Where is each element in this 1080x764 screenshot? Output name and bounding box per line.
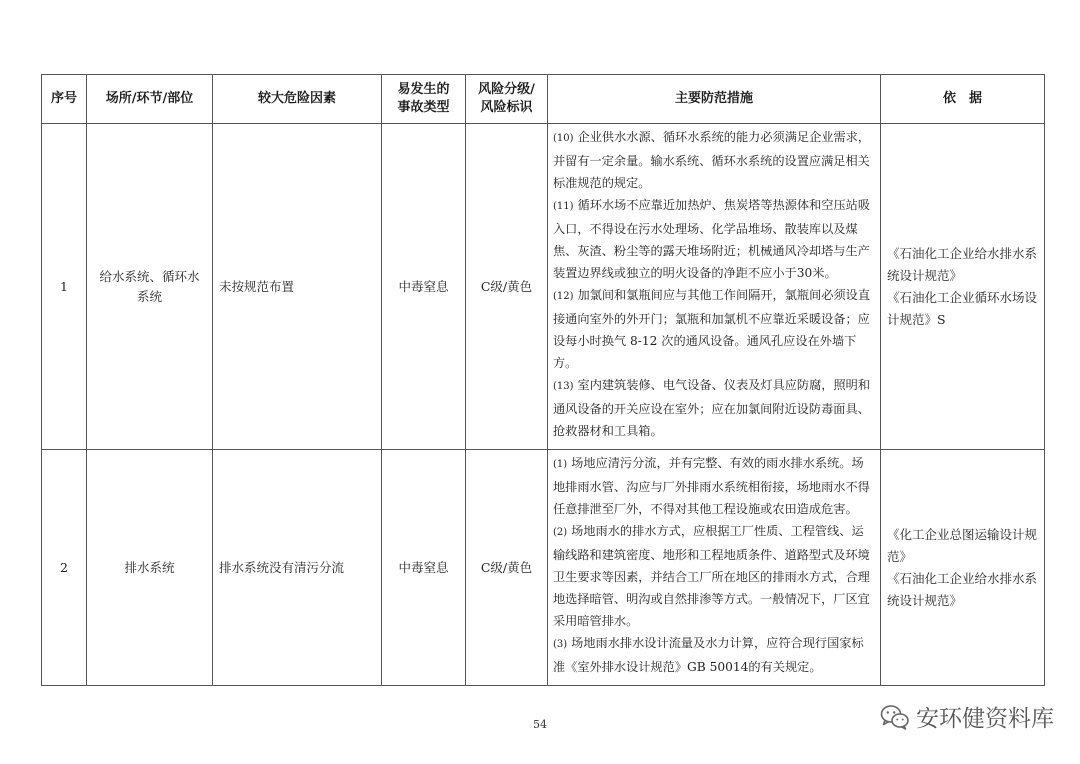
cell-place: [87, 124, 213, 450]
place-text: 给水系统、循环水系统: [99, 268, 200, 304]
header-risk-level: 风险分级/ 风险标识: [466, 75, 548, 124]
measure-item: [553, 126, 874, 194]
measure-number: (13): [553, 381, 574, 392]
basis-item: 《石油化工企业给水排水系统设计规范》: [887, 245, 1038, 283]
measure-text: 场地雨水的排水方式，应根据工厂性质、工程管线、运输线路和建筑密度、地形和工程地质条件、道路型式及环境卫生要求等因素，并结合工厂所在地区的排雨水方式，合理地选择暗管、明沟或自然排渗等方式。一般情况下，厂区宜采用暗管排水。: [553, 524, 870, 628]
wechat-icon: [880, 704, 910, 730]
header-measures: 主要防范措施: [548, 75, 881, 124]
measure-text: 加氯间和氯瓶间应与其他工作间隔开，氯瓶间必须设直接通向室外的外开门；氯瓶和加氯机不应靠近采暖设备；应设每小时换气 8-12 次的通风设备。通风孔应设在外墙下方。: [553, 288, 871, 370]
cell-measures: [548, 450, 881, 686]
basis-item: 《石油化工企业给水排水系统设计规范》: [887, 570, 1038, 608]
cell-basis: [881, 450, 1045, 686]
measure-text: 循环水场不应靠近加热炉、焦炭塔等热源体和空压站吸入口，不得设在污水处理场、化学品堆场、散装库以及煤焦、灰渣、粉尘等的露天堆场附近；机械通风冷却塔与生产装置边界线或独立的明火设备的净距不应小于30米。: [553, 198, 871, 280]
table-header-row: [42, 75, 1045, 124]
cell-risk-level: C级/黄色: [466, 124, 548, 450]
cell-basis: [881, 124, 1045, 450]
cell-no: 2: [42, 450, 87, 686]
cell-no: 1: [42, 124, 87, 450]
measure-item: [553, 374, 874, 442]
page-number: 54: [533, 718, 547, 731]
cell-accident-type: 中毒窒息: [382, 124, 466, 450]
measure-item: [553, 632, 874, 678]
header-place: 场所/环节/部位: [87, 75, 213, 124]
measure-number: (2): [553, 527, 568, 538]
header-basis: 依 据: [881, 75, 1045, 124]
measure-number: (3): [553, 639, 568, 650]
table-row: [42, 124, 1045, 450]
measure-text: 场地雨水排水设计流量及水力计算，应符合现行国家标准《室外排水设计规范》GB 50014的有关规定。: [553, 636, 864, 674]
cell-risk-level: C级/黄色: [466, 450, 548, 686]
measure-item: [553, 520, 874, 632]
measure-text: 企业供水水源、循环水系统的能力必须满足企业需求，并留有一定余量。输水系统、循环水系统的设置应满足相关标准规范的规定。: [553, 130, 871, 190]
measure-number: (11): [553, 201, 574, 212]
measure-item: [553, 284, 874, 374]
cell-hazard: 排水系统没有清污分流: [213, 450, 382, 686]
watermark-text: 安环健资料库: [916, 706, 1054, 732]
header-accident-type: 易发生的 事故类型: [382, 75, 466, 124]
measure-number: (12): [553, 291, 574, 302]
basis-item: 《化工企业总图运输设计规范》: [887, 526, 1038, 564]
header-hazard: 较大危险因素: [213, 75, 382, 124]
header-no: 序号: [42, 75, 87, 124]
measure-text: 室内建筑装修、电气设备、仪表及灯具应防腐，照明和通风设备的开关应设在室外；应在加氯间附近设防毒面具、抢救器材和工具箱。: [553, 378, 871, 438]
cell-hazard: 未按规范布置: [213, 124, 382, 450]
measure-number: (1): [553, 459, 568, 470]
basis-item: 《石油化工企业循环水场设计规范》S: [887, 289, 1038, 327]
measure-text: 场地应清污分流，并有完整、有效的雨水排水系统。场地排雨水管、沟应与厂外排雨水系统相衔接，场地雨水不得任意排泄至厂外，不得对其他工程设施或农田造成危害。: [553, 456, 870, 516]
table-row: [42, 450, 1045, 686]
cell-accident-type: 中毒窒息: [382, 450, 466, 686]
measure-number: (10): [553, 133, 574, 144]
risk-table: [41, 74, 1045, 686]
cell-place: 排水系统: [87, 450, 213, 686]
cell-measures: [548, 124, 881, 450]
measure-item: [553, 194, 874, 284]
watermark: [880, 700, 1054, 733]
measure-item: [553, 452, 874, 520]
